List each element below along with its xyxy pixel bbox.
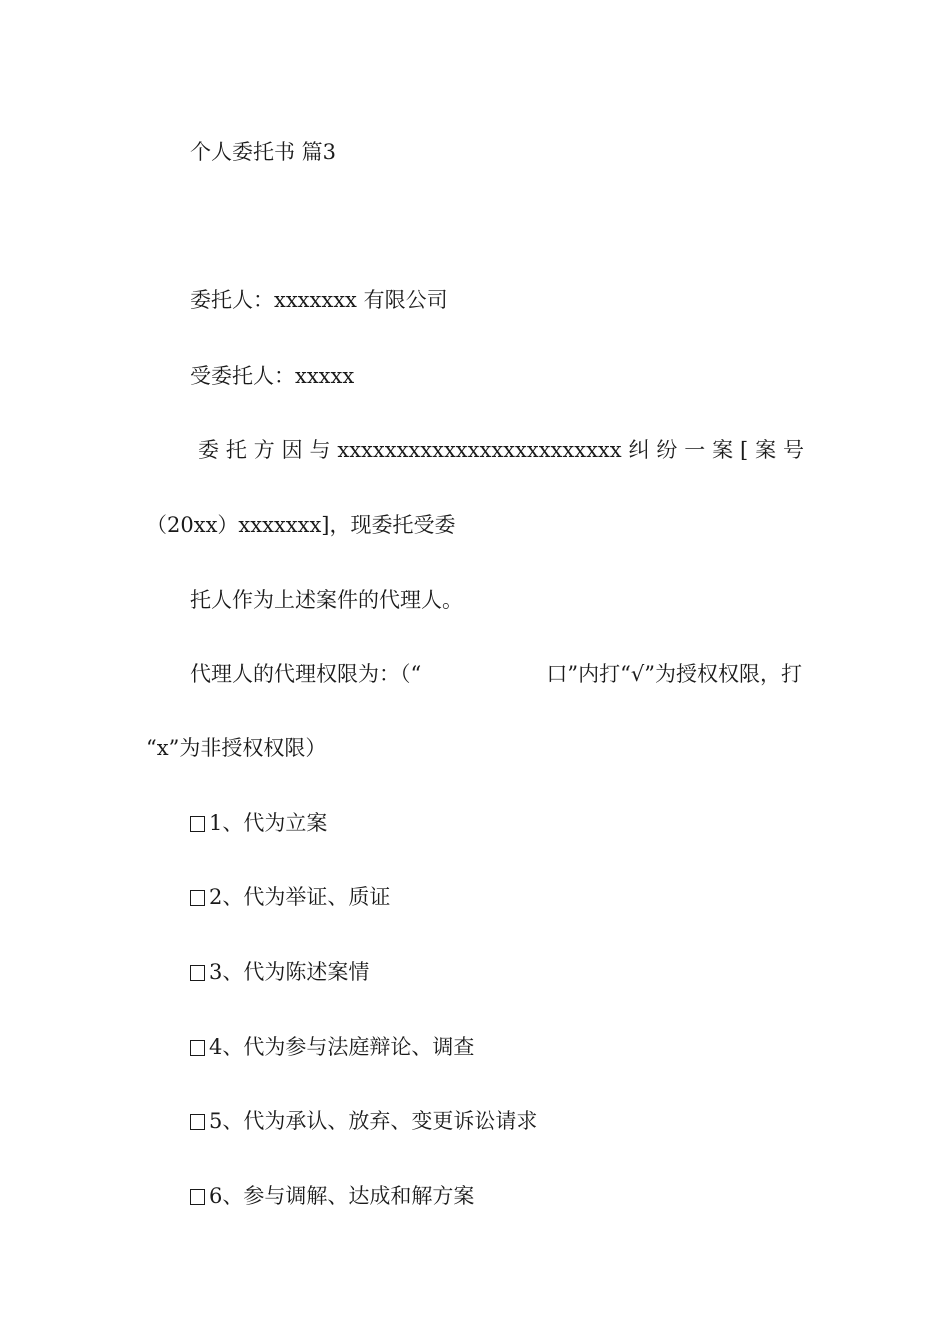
authority-item-label: 4、代为参与法庭辩论、调查 (209, 1035, 475, 1059)
paragraph-2-line-2: “x”为非授权权限） (146, 736, 327, 760)
authority-item (190, 958, 369, 986)
principal-line: 委托人：xxxxxxx 有限公司 (190, 288, 448, 312)
checkbox-square-icon (190, 1189, 205, 1205)
checkbox-square-icon (190, 890, 205, 906)
paragraph-1-line-3: 托人作为上述案件的代理人。 (190, 588, 463, 612)
text-segment: xxxxxxxxxxxxxxxxxxxxxxxx (337, 438, 622, 462)
authority-item (190, 809, 327, 837)
text-segment: 案 (755, 438, 777, 462)
paragraph-1-line-1 (198, 436, 804, 464)
text-segment: 与 (309, 438, 331, 462)
text-segment: 号 (782, 438, 804, 462)
agent-line: 受委托人：xxxxx (190, 364, 355, 388)
text-segment: 纷 (656, 438, 678, 462)
text-segment: 方 (253, 438, 275, 462)
authority-item-label: 2、代为举证、质证 (209, 885, 391, 909)
text-segment: 案 (712, 438, 734, 462)
text-segment: 因 (281, 438, 303, 462)
text-segment: 一 (684, 438, 706, 462)
document-title: 个人委托书 篇3 (190, 140, 337, 164)
text-segment: 纠 (628, 438, 650, 462)
authority-item-label: 6、参与调解、达成和解方案 (209, 1184, 475, 1208)
authority-item (190, 1107, 537, 1135)
text-segment: [ (740, 438, 749, 462)
authority-item-label: 5、代为承认、放弃、变更诉讼请求 (209, 1109, 538, 1133)
text-segment: 口”内打“√”为授权权限，打 (546, 662, 802, 686)
checkbox-square-icon (190, 1114, 205, 1130)
authority-item (190, 1033, 474, 1061)
authority-item (190, 883, 390, 911)
authority-item-label: 1、代为立案 (209, 811, 328, 835)
text-segment: 代理人的代理权限为：（“ (190, 662, 422, 686)
paragraph-1-line-2: （20xx）xxxxxxx]，现委托受委 (146, 513, 456, 537)
checkbox-square-icon (190, 816, 205, 832)
text-segment: 委 (198, 438, 219, 462)
text-segment: 托 (225, 438, 247, 462)
checkbox-square-icon (190, 1040, 205, 1056)
authority-item-label: 3、代为陈述案情 (209, 960, 370, 984)
paragraph-2-line-1 (190, 660, 802, 688)
authority-item (190, 1182, 474, 1210)
checkbox-square-icon (190, 965, 205, 981)
